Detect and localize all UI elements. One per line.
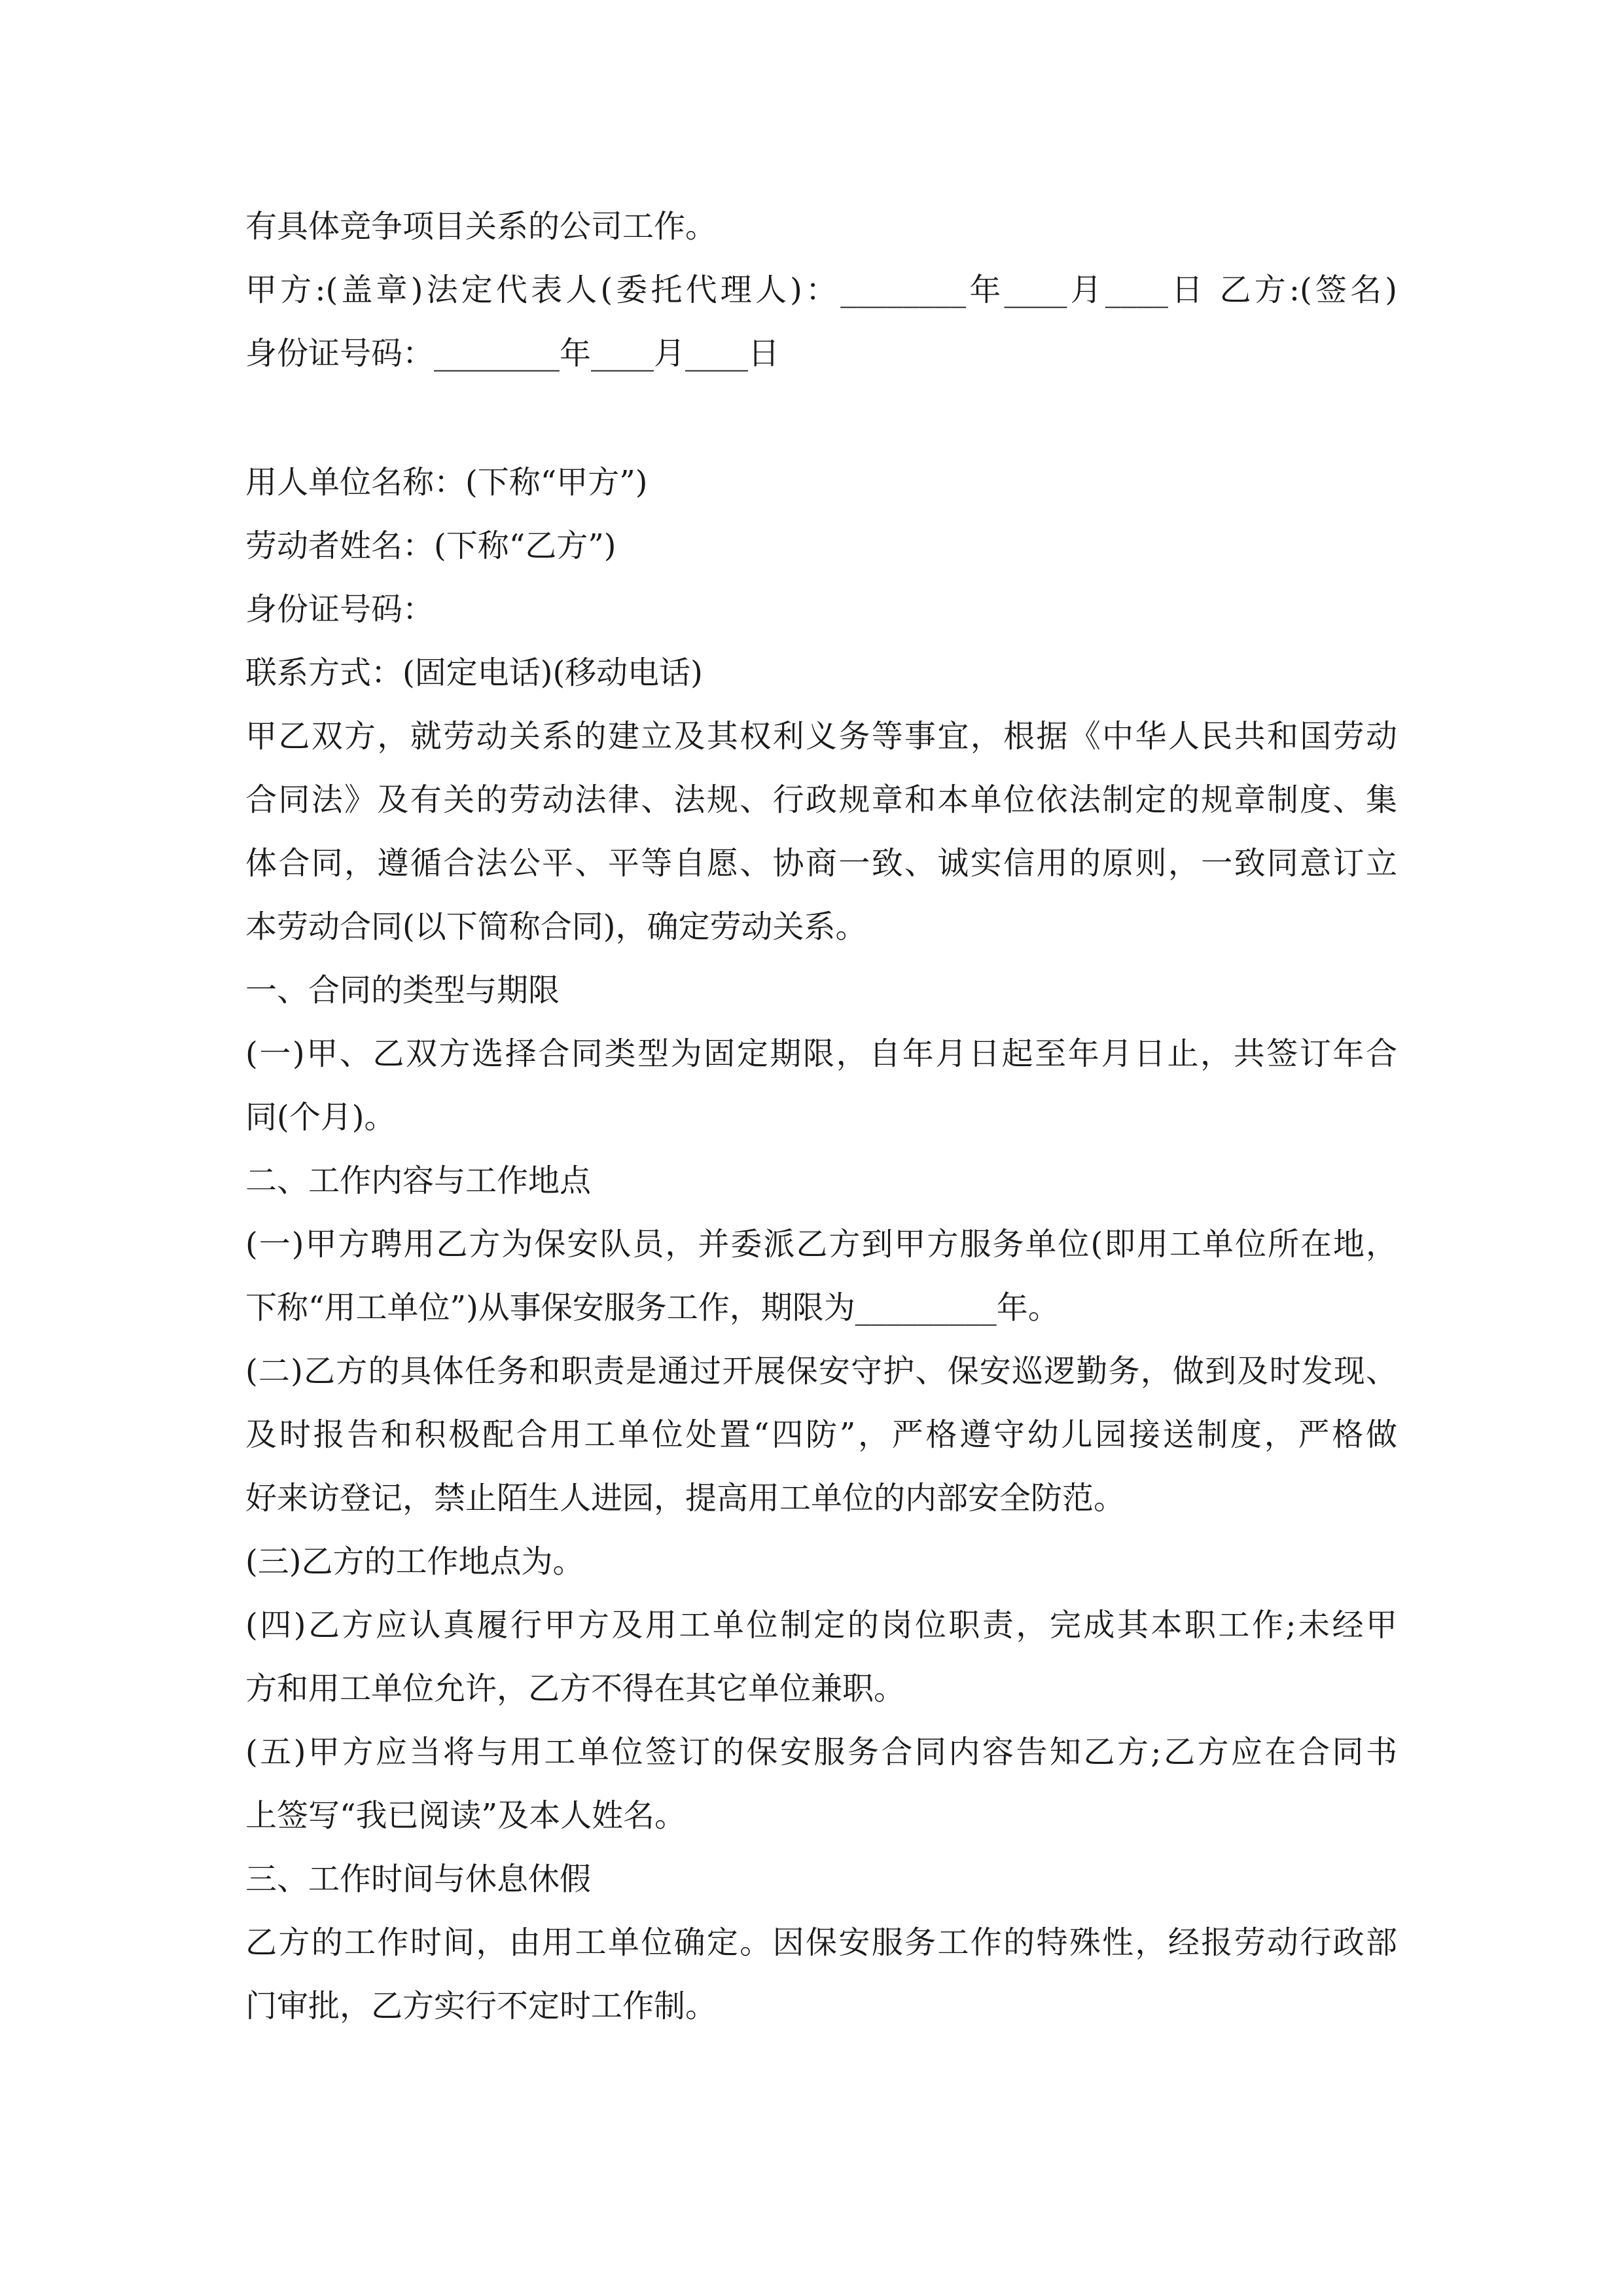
employee-name-line: 劳动者姓名：(下称“乙方”) [245, 528, 616, 564]
paragraph-line: (四)乙方应认真履行甲方及用工单位制定的岗位职责，完成其本职工作;未经甲 [245, 1607, 1397, 1643]
paragraph-line: 好来访登记，禁止陌生人进园，提高用工单位的内部安全防范。 [245, 1480, 1126, 1516]
paragraph-line: (二)乙方的具体任务和职责是通过开展保安守护、保安巡逻勤务，做到及时发现、 [245, 1353, 1397, 1390]
paragraph-line: 门审批，乙方实行不定时工作制。 [245, 1988, 717, 2024]
section-heading: 三、工作时间与休息休假 [245, 1861, 592, 1897]
paragraph-line: 同(个月)。 [245, 1099, 396, 1136]
paragraph-line: 体合同，遵循合法公平、平等自愿、协商一致、诚实信用的原则，一致同意订立 [245, 845, 1397, 882]
paragraph-line: (五)甲方应当将与用工单位签订的保安服务合同内容告知乙方;乙方应在合同书 [245, 1734, 1397, 1770]
paragraph-line: (一)甲方聘用乙方为保安队员，并委派乙方到甲方服务单位(即用工单位所在地， [245, 1226, 1397, 1263]
paragraph-line: 合同法》及有关的劳动法律、法规、行政规章和本单位依法制定的规章制度、集 [245, 781, 1397, 818]
section-heading: 一、合同的类型与期限 [245, 972, 560, 1009]
paragraph-line: (一)甲、乙双方选择合同类型为固定期限，自年月日起至年月日止，共签订年合 [245, 1035, 1397, 1072]
section-heading: 二、工作内容与工作地点 [245, 1162, 592, 1199]
paragraph-line: 上签写“我已阅读”及本人姓名。 [245, 1797, 687, 1834]
paragraph-line: (三)乙方的工作地点为。 [245, 1543, 584, 1580]
signature-line-party-a: 甲方:(盖章)法定代表人(委托代理人)：________年____月____日 乙方:(签名) [245, 272, 1397, 308]
text-line: 有具体竞争项目关系的公司工作。 [245, 208, 717, 245]
id-number-line: 身份证号码： [245, 591, 435, 628]
contact-line: 联系方式：(固定电话)(移动电话) [245, 655, 703, 691]
paragraph-line: 甲乙双方，就劳动关系的建立及其权利义务等事宜，根据《中华人民共和国劳动 [245, 718, 1397, 755]
paragraph-line: 及时报告和积极配合用工单位处置“四防”，严格遵守幼儿园接送制度，严格做 [245, 1416, 1397, 1453]
paragraph-line: 下称“用工单位”)从事保安服务工作，期限为_________年。 [245, 1289, 1060, 1326]
paragraph-line: 本劳动合同(以下简称合同)，确定劳动关系。 [245, 908, 867, 945]
id-number-date-line: 身份证号码：________年____月____日 [245, 335, 780, 372]
paragraph-line: 乙方的工作时间，由用工单位确定。因保安服务工作的特殊性，经报劳动行政部 [245, 1924, 1397, 1961]
paragraph-line: 方和用工单位允许，乙方不得在其它单位兼职。 [245, 1670, 906, 1707]
employer-name-line: 用人单位名称：(下称“甲方”) [245, 464, 648, 501]
